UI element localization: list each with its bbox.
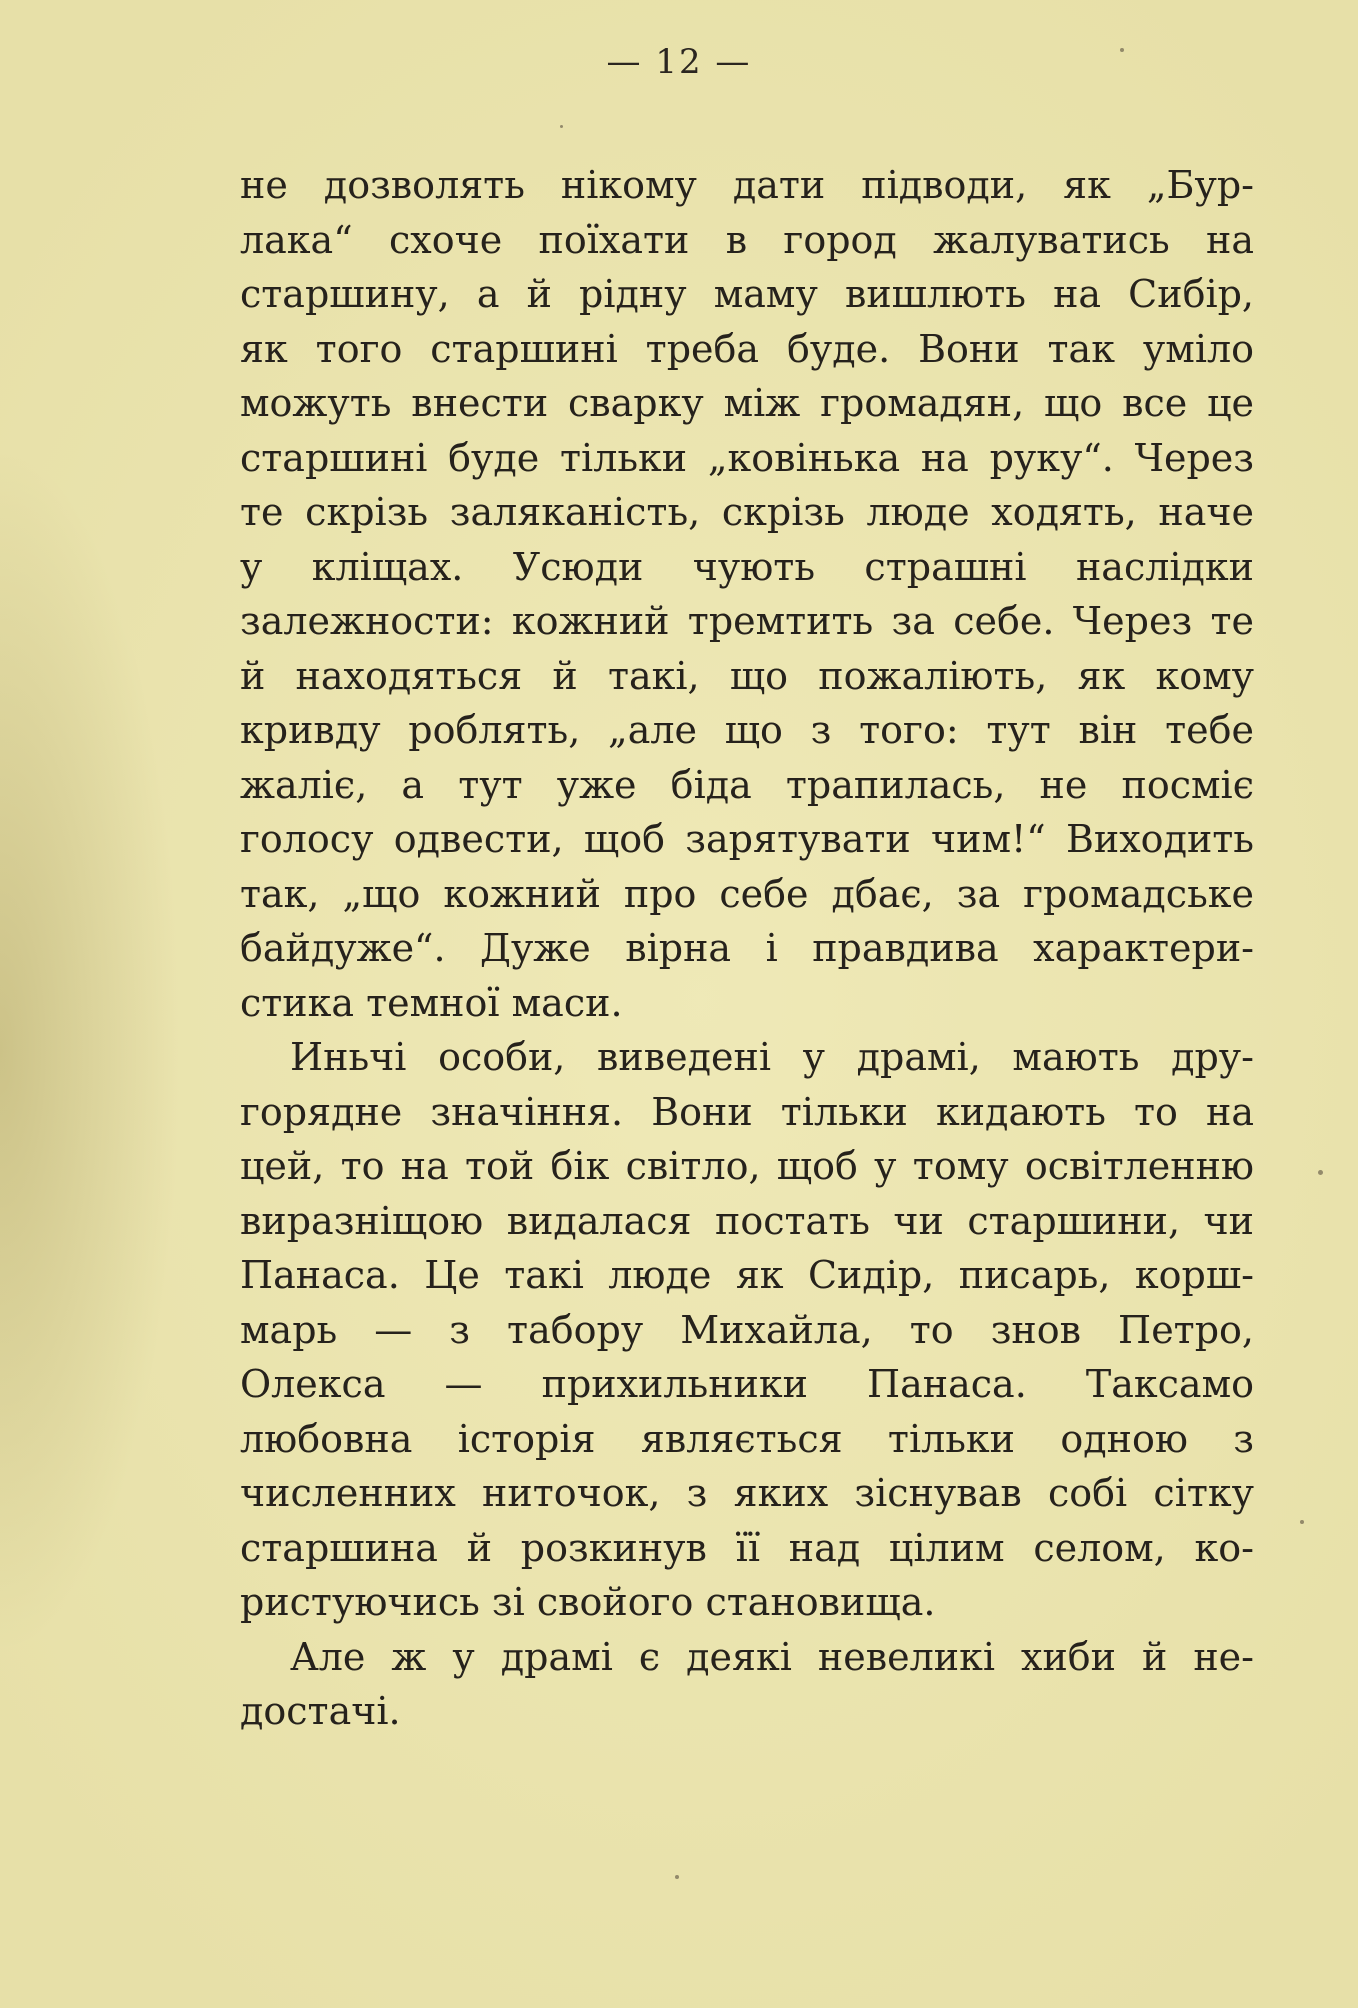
- paper-speck: [675, 1875, 679, 1879]
- text-line: байдуже“. Дуже вірна і правдива характери-: [240, 926, 1254, 970]
- text-line: любовна історія являється тільки одною з: [240, 1416, 1254, 1461]
- text-line: численних ниточок, з яких зіснував собі сітку: [240, 1471, 1254, 1515]
- text-line: марь — з табору Михайла, то знов Петро,: [240, 1307, 1254, 1352]
- paper-speck: [560, 125, 563, 128]
- paragraph-3: [240, 1630, 1254, 1739]
- text-line: старшину, а й рідну маму вишлють на Сибір,: [240, 272, 1254, 316]
- text-line: виразніщою видалася постать чи старшини, чи: [240, 1198, 1254, 1243]
- paragraph-1: [240, 158, 1254, 1030]
- text-line: так, „що кожний про себе дбає, за громадське: [240, 871, 1254, 916]
- paper-speck: [1120, 48, 1124, 52]
- text-line: як того старшині треба буде. Вони так уміло: [240, 326, 1254, 371]
- text-line: старшині буде тільки „ковінька на руку“. Через: [240, 435, 1254, 480]
- text-line: Иньчі особи, виведені у драмі, мають дру-: [290, 1035, 1254, 1079]
- text-line: цей, то на той бік світло, щоб у тому освітленню: [240, 1144, 1254, 1188]
- text-line: старшина й розкинув її над цілим селом, ко-: [240, 1525, 1254, 1570]
- text-line: достачі.: [240, 1689, 401, 1733]
- text-line: те скрізь заляканість, скрізь люде ходять, наче: [240, 490, 1254, 534]
- text-line: Але ж у драмі є деякі невеликі хиби й не-: [290, 1634, 1254, 1679]
- text-line: Панаса. Це такі люде як Сидір, писарь, корш-: [240, 1253, 1254, 1297]
- body-text: [240, 158, 1254, 1739]
- text-line: у кліщах. Усюди чують страшні наслідки: [240, 544, 1254, 589]
- text-line: можуть внести сварку між громадян, що все це: [240, 381, 1254, 425]
- paper-speck: [1300, 1520, 1304, 1524]
- text-line: ристуючись зі свойого становища.: [240, 1580, 936, 1624]
- text-line: й находяться й такі, що пожаліють, як кому: [240, 653, 1254, 698]
- text-line: стика темної маси.: [240, 980, 623, 1025]
- paragraph-2: [240, 1030, 1254, 1630]
- text-line: кривду роблять, „але що з того: тут він тебе: [240, 708, 1254, 752]
- paper-speck: [1318, 1170, 1323, 1175]
- text-line: голосу одвести, щоб зарятувати чим!“ Виходить: [240, 817, 1254, 861]
- text-line: лака“ схоче поїхати в город жалуватись на: [240, 217, 1254, 262]
- text-line: не дозволять нікому дати підводи, як „Бур-: [240, 163, 1254, 207]
- text-line: залежности: кожний тремтить за себе. Через те: [240, 599, 1254, 643]
- text-line: Олекса — прихильники Панаса. Таксамо: [240, 1362, 1254, 1406]
- page-number: — 12 —: [606, 42, 752, 82]
- text-line: горядне значіння. Вони тільки кидають то на: [240, 1089, 1254, 1134]
- text-line: жаліє, а тут уже біда трапилась, не посміє: [240, 762, 1254, 807]
